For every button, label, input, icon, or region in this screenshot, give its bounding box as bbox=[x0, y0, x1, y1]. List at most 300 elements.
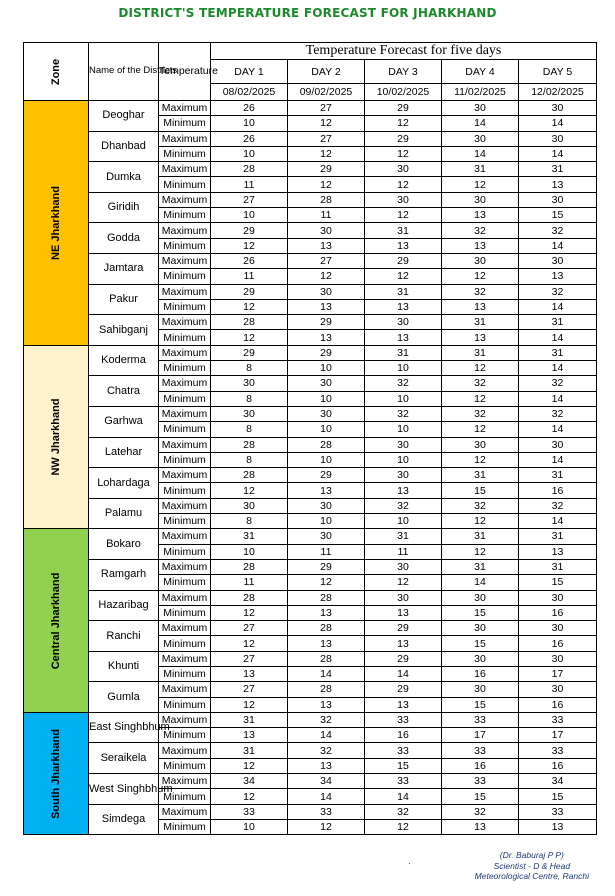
temperature-value: 12 bbox=[211, 238, 288, 253]
zone-cell bbox=[24, 529, 89, 713]
temperature-value: 12 bbox=[211, 789, 288, 804]
temperature-value: 30 bbox=[519, 131, 597, 146]
temperature-value: 13 bbox=[365, 238, 442, 253]
maximum-label: Maximum bbox=[159, 559, 211, 574]
temperature-value: 29 bbox=[365, 131, 442, 146]
temperature-value: 12 bbox=[365, 269, 442, 284]
signature-office: Meteorological Centre, Ranchi bbox=[474, 871, 589, 882]
temperature-value: 13 bbox=[519, 544, 597, 559]
temperature-value: 27 bbox=[211, 621, 288, 636]
temperature-value: 30 bbox=[442, 437, 519, 452]
max-row bbox=[24, 529, 597, 544]
temperature-value: 32 bbox=[365, 804, 442, 819]
temperature-value: 13 bbox=[288, 299, 365, 314]
temperature-value: 29 bbox=[211, 223, 288, 238]
zone-cell bbox=[24, 101, 89, 346]
temperature-value: 10 bbox=[365, 391, 442, 406]
temperature-value: 10 bbox=[288, 361, 365, 376]
temperature-value: 27 bbox=[288, 101, 365, 116]
temperature-value: 17 bbox=[519, 728, 597, 743]
temperature-value: 33 bbox=[365, 712, 442, 727]
temperature-value: 33 bbox=[365, 774, 442, 789]
max-row bbox=[24, 621, 597, 636]
temperature-value: 33 bbox=[519, 712, 597, 727]
max-row bbox=[24, 315, 597, 330]
temperature-value: 16 bbox=[442, 666, 519, 681]
maximum-label: Maximum bbox=[159, 682, 211, 697]
temperature-value: 13 bbox=[288, 697, 365, 712]
temperature-value: 30 bbox=[442, 621, 519, 636]
temperature-value: 10 bbox=[365, 452, 442, 467]
temperature-value: 10 bbox=[288, 422, 365, 437]
temperature-value: 30 bbox=[519, 437, 597, 452]
max-row bbox=[24, 284, 597, 299]
minimum-label: Minimum bbox=[159, 819, 211, 834]
temperature-value: 32 bbox=[519, 223, 597, 238]
temperature-value: 28 bbox=[211, 590, 288, 605]
district-name: Latehar bbox=[89, 437, 159, 468]
date-header: 11/02/2025 bbox=[442, 84, 519, 101]
temperature-value: 30 bbox=[365, 192, 442, 207]
temperature-value: 32 bbox=[288, 712, 365, 727]
temperature-value: 28 bbox=[211, 315, 288, 330]
temperature-value: 13 bbox=[288, 758, 365, 773]
signature-block bbox=[475, 850, 589, 882]
max-row bbox=[24, 162, 597, 177]
temperature-value: 13 bbox=[288, 483, 365, 498]
district-name: Sahibganj bbox=[89, 315, 159, 346]
temperature-value: 16 bbox=[442, 758, 519, 773]
temperature-value: 13 bbox=[365, 605, 442, 620]
temperature-value: 12 bbox=[211, 483, 288, 498]
temperature-value: 13 bbox=[365, 483, 442, 498]
temperature-value: 14 bbox=[288, 666, 365, 681]
temperature-value: 13 bbox=[519, 177, 597, 192]
temperature-value: 31 bbox=[365, 529, 442, 544]
temperature-value: 30 bbox=[519, 590, 597, 605]
temperature-value: 10 bbox=[365, 361, 442, 376]
temperature-value: 14 bbox=[519, 391, 597, 406]
temperature-value: 12 bbox=[211, 758, 288, 773]
max-row bbox=[24, 682, 597, 697]
temperature-value: 10 bbox=[288, 452, 365, 467]
temperature-value: 32 bbox=[519, 376, 597, 391]
temperature-value: 30 bbox=[519, 253, 597, 268]
maximum-label: Maximum bbox=[159, 498, 211, 513]
temperature-value: 11 bbox=[288, 208, 365, 223]
temperature-value: 30 bbox=[288, 223, 365, 238]
temperature-value: 16 bbox=[519, 605, 597, 620]
district-name: Jamtara bbox=[89, 253, 159, 284]
maximum-label: Maximum bbox=[159, 315, 211, 330]
temperature-value: 31 bbox=[519, 315, 597, 330]
temperature-value: 31 bbox=[519, 468, 597, 483]
temperature-value: 31 bbox=[519, 345, 597, 360]
temperature-value: 28 bbox=[288, 590, 365, 605]
maximum-label: Maximum bbox=[159, 406, 211, 421]
district-name: Hazaribag bbox=[89, 590, 159, 621]
district-name: West Singhbhum bbox=[89, 774, 159, 805]
temperature-value: 30 bbox=[519, 621, 597, 636]
temperature-value: 34 bbox=[519, 774, 597, 789]
temperature-value: 14 bbox=[519, 146, 597, 161]
temperature-value: 13 bbox=[365, 697, 442, 712]
maximum-label: Maximum bbox=[159, 253, 211, 268]
temperature-value: 30 bbox=[519, 682, 597, 697]
temperature-value: 15 bbox=[442, 636, 519, 651]
temperature-value: 16 bbox=[519, 636, 597, 651]
minimum-label: Minimum bbox=[159, 728, 211, 743]
temperature-value: 31 bbox=[442, 345, 519, 360]
temperature-value: 28 bbox=[211, 559, 288, 574]
temperature-value: 15 bbox=[442, 789, 519, 804]
minimum-label: Minimum bbox=[159, 697, 211, 712]
district-header: Name of the Districts bbox=[89, 43, 159, 101]
temperature-value: 27 bbox=[211, 651, 288, 666]
district-name: East Singhbhum bbox=[89, 712, 159, 743]
minimum-label: Minimum bbox=[159, 422, 211, 437]
district-name: Seraikela bbox=[89, 743, 159, 774]
maximum-label: Maximum bbox=[159, 376, 211, 391]
temperature-value: 30 bbox=[288, 406, 365, 421]
temperature-value: 30 bbox=[365, 437, 442, 452]
maximum-label: Maximum bbox=[159, 223, 211, 238]
temperature-value: 10 bbox=[288, 514, 365, 529]
max-row bbox=[24, 376, 597, 391]
temperature-value: 12 bbox=[442, 514, 519, 529]
temperature-value: 13 bbox=[442, 819, 519, 834]
temperature-value: 13 bbox=[288, 238, 365, 253]
max-row bbox=[24, 192, 597, 207]
district-name: Dhanbad bbox=[89, 131, 159, 162]
max-row bbox=[24, 804, 597, 819]
temperature-value: 8 bbox=[211, 422, 288, 437]
temperature-value: 16 bbox=[519, 483, 597, 498]
district-name: Dumka bbox=[89, 162, 159, 193]
temperature-header: Temperature bbox=[159, 43, 211, 101]
minimum-label: Minimum bbox=[159, 544, 211, 559]
temperature-value: 31 bbox=[365, 284, 442, 299]
temperature-value: 13 bbox=[288, 636, 365, 651]
temperature-value: 28 bbox=[288, 437, 365, 452]
maximum-label: Maximum bbox=[159, 804, 211, 819]
temperature-value: 26 bbox=[211, 101, 288, 116]
temperature-value: 30 bbox=[288, 529, 365, 544]
temperature-value: 30 bbox=[442, 253, 519, 268]
temperature-value: 33 bbox=[442, 774, 519, 789]
date-header: 08/02/2025 bbox=[211, 84, 288, 101]
temperature-value: 30 bbox=[442, 682, 519, 697]
temperature-value: 14 bbox=[365, 789, 442, 804]
temperature-value: 12 bbox=[288, 575, 365, 590]
minimum-label: Minimum bbox=[159, 483, 211, 498]
temperature-value: 10 bbox=[211, 116, 288, 131]
temperature-value: 12 bbox=[365, 116, 442, 131]
district-name: Simdega bbox=[89, 804, 159, 835]
temperature-value: 13 bbox=[365, 299, 442, 314]
temperature-value: 32 bbox=[442, 223, 519, 238]
district-name: Giridih bbox=[89, 192, 159, 223]
temperature-value: 13 bbox=[211, 728, 288, 743]
temperature-value: 29 bbox=[288, 315, 365, 330]
temperature-value: 34 bbox=[288, 774, 365, 789]
temperature-value: 32 bbox=[519, 284, 597, 299]
temperature-value: 15 bbox=[442, 697, 519, 712]
temperature-value: 14 bbox=[519, 299, 597, 314]
minimum-label: Minimum bbox=[159, 452, 211, 467]
temperature-value: 16 bbox=[365, 728, 442, 743]
minimum-label: Minimum bbox=[159, 391, 211, 406]
district-name: Pakur bbox=[89, 284, 159, 315]
temperature-value: 10 bbox=[288, 391, 365, 406]
temperature-value: 10 bbox=[211, 819, 288, 834]
temperature-value: 13 bbox=[288, 330, 365, 345]
district-name: Palamu bbox=[89, 498, 159, 529]
temperature-value: 27 bbox=[211, 682, 288, 697]
temperature-value: 33 bbox=[519, 743, 597, 758]
temperature-value: 30 bbox=[442, 651, 519, 666]
temperature-value: 28 bbox=[288, 621, 365, 636]
max-row bbox=[24, 468, 597, 483]
maximum-label: Maximum bbox=[159, 743, 211, 758]
temperature-value: 29 bbox=[288, 345, 365, 360]
minimum-label: Minimum bbox=[159, 177, 211, 192]
temperature-value: 27 bbox=[211, 192, 288, 207]
maximum-label: Maximum bbox=[159, 162, 211, 177]
district-name: Gumla bbox=[89, 682, 159, 713]
temperature-value: 32 bbox=[442, 376, 519, 391]
temperature-value: 12 bbox=[442, 452, 519, 467]
temperature-value: 27 bbox=[288, 131, 365, 146]
temperature-value: 17 bbox=[442, 728, 519, 743]
temperature-value: 16 bbox=[519, 758, 597, 773]
temperature-value: 30 bbox=[442, 192, 519, 207]
district-name: Ranchi bbox=[89, 621, 159, 652]
max-row bbox=[24, 774, 597, 789]
temperature-value: 30 bbox=[288, 498, 365, 513]
temperature-value: 31 bbox=[442, 559, 519, 574]
temperature-value: 13 bbox=[519, 819, 597, 834]
temperature-value: 8 bbox=[211, 452, 288, 467]
date-header: 12/02/2025 bbox=[519, 84, 597, 101]
maximum-label: Maximum bbox=[159, 345, 211, 360]
temperature-value: 12 bbox=[288, 146, 365, 161]
date-header: 10/02/2025 bbox=[365, 84, 442, 101]
forecast-table bbox=[23, 42, 597, 835]
page-title: DISTRICT'S TEMPERATURE FORECAST FOR JHARKHAND bbox=[118, 6, 497, 20]
temperature-value: 33 bbox=[365, 743, 442, 758]
temperature-value: 12 bbox=[442, 269, 519, 284]
day-header: DAY 2 bbox=[288, 60, 365, 84]
temperature-value: 33 bbox=[519, 804, 597, 819]
district-name: Godda bbox=[89, 223, 159, 254]
temperature-value: 12 bbox=[365, 146, 442, 161]
minimum-label: Minimum bbox=[159, 116, 211, 131]
temperature-value: 14 bbox=[519, 514, 597, 529]
temperature-value: 29 bbox=[365, 101, 442, 116]
temperature-value: 30 bbox=[211, 376, 288, 391]
temperature-value: 28 bbox=[288, 682, 365, 697]
temperature-value: 14 bbox=[442, 146, 519, 161]
temperature-value: 31 bbox=[211, 529, 288, 544]
temperature-value: 12 bbox=[211, 330, 288, 345]
temperature-value: 28 bbox=[211, 468, 288, 483]
temperature-value: 12 bbox=[288, 116, 365, 131]
minimum-label: Minimum bbox=[159, 789, 211, 804]
max-row bbox=[24, 223, 597, 238]
max-row bbox=[24, 559, 597, 574]
temperature-value: 30 bbox=[211, 406, 288, 421]
temperature-value: 31 bbox=[442, 529, 519, 544]
maximum-label: Maximum bbox=[159, 590, 211, 605]
maximum-label: Maximum bbox=[159, 529, 211, 544]
temperature-value: 12 bbox=[211, 636, 288, 651]
temperature-value: 30 bbox=[442, 131, 519, 146]
zone-header-label: Zone bbox=[50, 58, 62, 85]
temperature-value: 31 bbox=[519, 162, 597, 177]
minimum-label: Minimum bbox=[159, 146, 211, 161]
temperature-value: 31 bbox=[211, 712, 288, 727]
temperature-value: 31 bbox=[442, 315, 519, 330]
temperature-value: 28 bbox=[288, 192, 365, 207]
temperature-value: 14 bbox=[365, 666, 442, 681]
temperature-value: 12 bbox=[442, 177, 519, 192]
temperature-value: 31 bbox=[211, 743, 288, 758]
temperature-value: 29 bbox=[365, 651, 442, 666]
separator-dot: · bbox=[408, 858, 411, 868]
temperature-value: 15 bbox=[365, 758, 442, 773]
maximum-label: Maximum bbox=[159, 284, 211, 299]
temperature-value: 32 bbox=[365, 376, 442, 391]
temperature-value: 8 bbox=[211, 361, 288, 376]
day-header: DAY 1 bbox=[211, 60, 288, 84]
temperature-value: 28 bbox=[211, 162, 288, 177]
temperature-value: 13 bbox=[365, 636, 442, 651]
temperature-value: 15 bbox=[442, 605, 519, 620]
temperature-value: 14 bbox=[519, 422, 597, 437]
maximum-label: Maximum bbox=[159, 651, 211, 666]
minimum-label: Minimum bbox=[159, 238, 211, 253]
maximum-label: Maximum bbox=[159, 468, 211, 483]
temperature-value: 29 bbox=[211, 345, 288, 360]
temperature-value: 8 bbox=[211, 514, 288, 529]
temperature-value: 29 bbox=[288, 559, 365, 574]
temperature-value: 32 bbox=[442, 284, 519, 299]
temperature-value: 15 bbox=[442, 483, 519, 498]
temperature-value: 12 bbox=[288, 819, 365, 834]
minimum-label: Minimum bbox=[159, 758, 211, 773]
forecast-body bbox=[24, 101, 597, 835]
temperature-value: 32 bbox=[442, 406, 519, 421]
minimum-label: Minimum bbox=[159, 361, 211, 376]
maximum-label: Maximum bbox=[159, 437, 211, 452]
temperature-value: 29 bbox=[288, 162, 365, 177]
temperature-value: 13 bbox=[211, 666, 288, 681]
minimum-label: Minimum bbox=[159, 269, 211, 284]
temperature-value: 14 bbox=[519, 452, 597, 467]
district-name: Ramgarh bbox=[89, 559, 159, 590]
temperature-value: 15 bbox=[519, 208, 597, 223]
minimum-label: Minimum bbox=[159, 666, 211, 681]
temperature-value: 29 bbox=[365, 682, 442, 697]
district-name: Koderma bbox=[89, 345, 159, 376]
temperature-value: 31 bbox=[519, 559, 597, 574]
temperature-value: 14 bbox=[288, 728, 365, 743]
temperature-value: 32 bbox=[519, 498, 597, 513]
temperature-value: 32 bbox=[365, 406, 442, 421]
temperature-value: 16 bbox=[519, 697, 597, 712]
temperature-value: 30 bbox=[288, 376, 365, 391]
temperature-value: 31 bbox=[442, 468, 519, 483]
max-row bbox=[24, 101, 597, 116]
max-row bbox=[24, 437, 597, 452]
temperature-value: 29 bbox=[288, 468, 365, 483]
temperature-value: 12 bbox=[442, 361, 519, 376]
signature-designation: Scientist - D & Head bbox=[493, 860, 571, 871]
temperature-value: 11 bbox=[288, 544, 365, 559]
day-header: DAY 4 bbox=[442, 60, 519, 84]
temperature-value: 31 bbox=[442, 162, 519, 177]
temperature-value: 14 bbox=[519, 238, 597, 253]
minimum-label: Minimum bbox=[159, 330, 211, 345]
temperature-value: 30 bbox=[365, 315, 442, 330]
temperature-value: 30 bbox=[519, 192, 597, 207]
district-name: Garhwa bbox=[89, 406, 159, 437]
temperature-value: 29 bbox=[211, 284, 288, 299]
max-row bbox=[24, 498, 597, 513]
temperature-value: 13 bbox=[442, 208, 519, 223]
temperature-value: 15 bbox=[519, 789, 597, 804]
temperature-value: 30 bbox=[365, 468, 442, 483]
temperature-value: 12 bbox=[288, 269, 365, 284]
max-row bbox=[24, 743, 597, 758]
minimum-label: Minimum bbox=[159, 636, 211, 651]
temperature-value: 27 bbox=[288, 253, 365, 268]
temperature-value: 31 bbox=[365, 345, 442, 360]
day-header: DAY 3 bbox=[365, 60, 442, 84]
temperature-value: 30 bbox=[442, 590, 519, 605]
temperature-value: 30 bbox=[365, 590, 442, 605]
temperature-value: 28 bbox=[288, 651, 365, 666]
temperature-value: 32 bbox=[519, 406, 597, 421]
temperature-value: 14 bbox=[442, 116, 519, 131]
temperature-value: 30 bbox=[365, 162, 442, 177]
zone-header bbox=[24, 43, 89, 101]
temperature-value: 34 bbox=[211, 774, 288, 789]
temperature-value: 12 bbox=[365, 177, 442, 192]
zone-cell bbox=[24, 345, 89, 529]
max-row bbox=[24, 590, 597, 605]
maximum-label: Maximum bbox=[159, 774, 211, 789]
temperature-value: 13 bbox=[442, 299, 519, 314]
temperature-value: 12 bbox=[211, 605, 288, 620]
temperature-value: 30 bbox=[211, 498, 288, 513]
day-header: DAY 5 bbox=[519, 60, 597, 84]
minimum-label: Minimum bbox=[159, 299, 211, 314]
minimum-label: Minimum bbox=[159, 208, 211, 223]
temperature-value: 12 bbox=[365, 819, 442, 834]
temperature-value: 12 bbox=[211, 299, 288, 314]
max-row bbox=[24, 131, 597, 146]
maximum-label: Maximum bbox=[159, 712, 211, 727]
temperature-value: 13 bbox=[442, 330, 519, 345]
temperature-value: 32 bbox=[442, 498, 519, 513]
temperature-value: 30 bbox=[288, 284, 365, 299]
maximum-label: Maximum bbox=[159, 192, 211, 207]
temperature-value: 12 bbox=[442, 391, 519, 406]
temperature-value: 10 bbox=[211, 146, 288, 161]
temperature-value: 12 bbox=[211, 697, 288, 712]
